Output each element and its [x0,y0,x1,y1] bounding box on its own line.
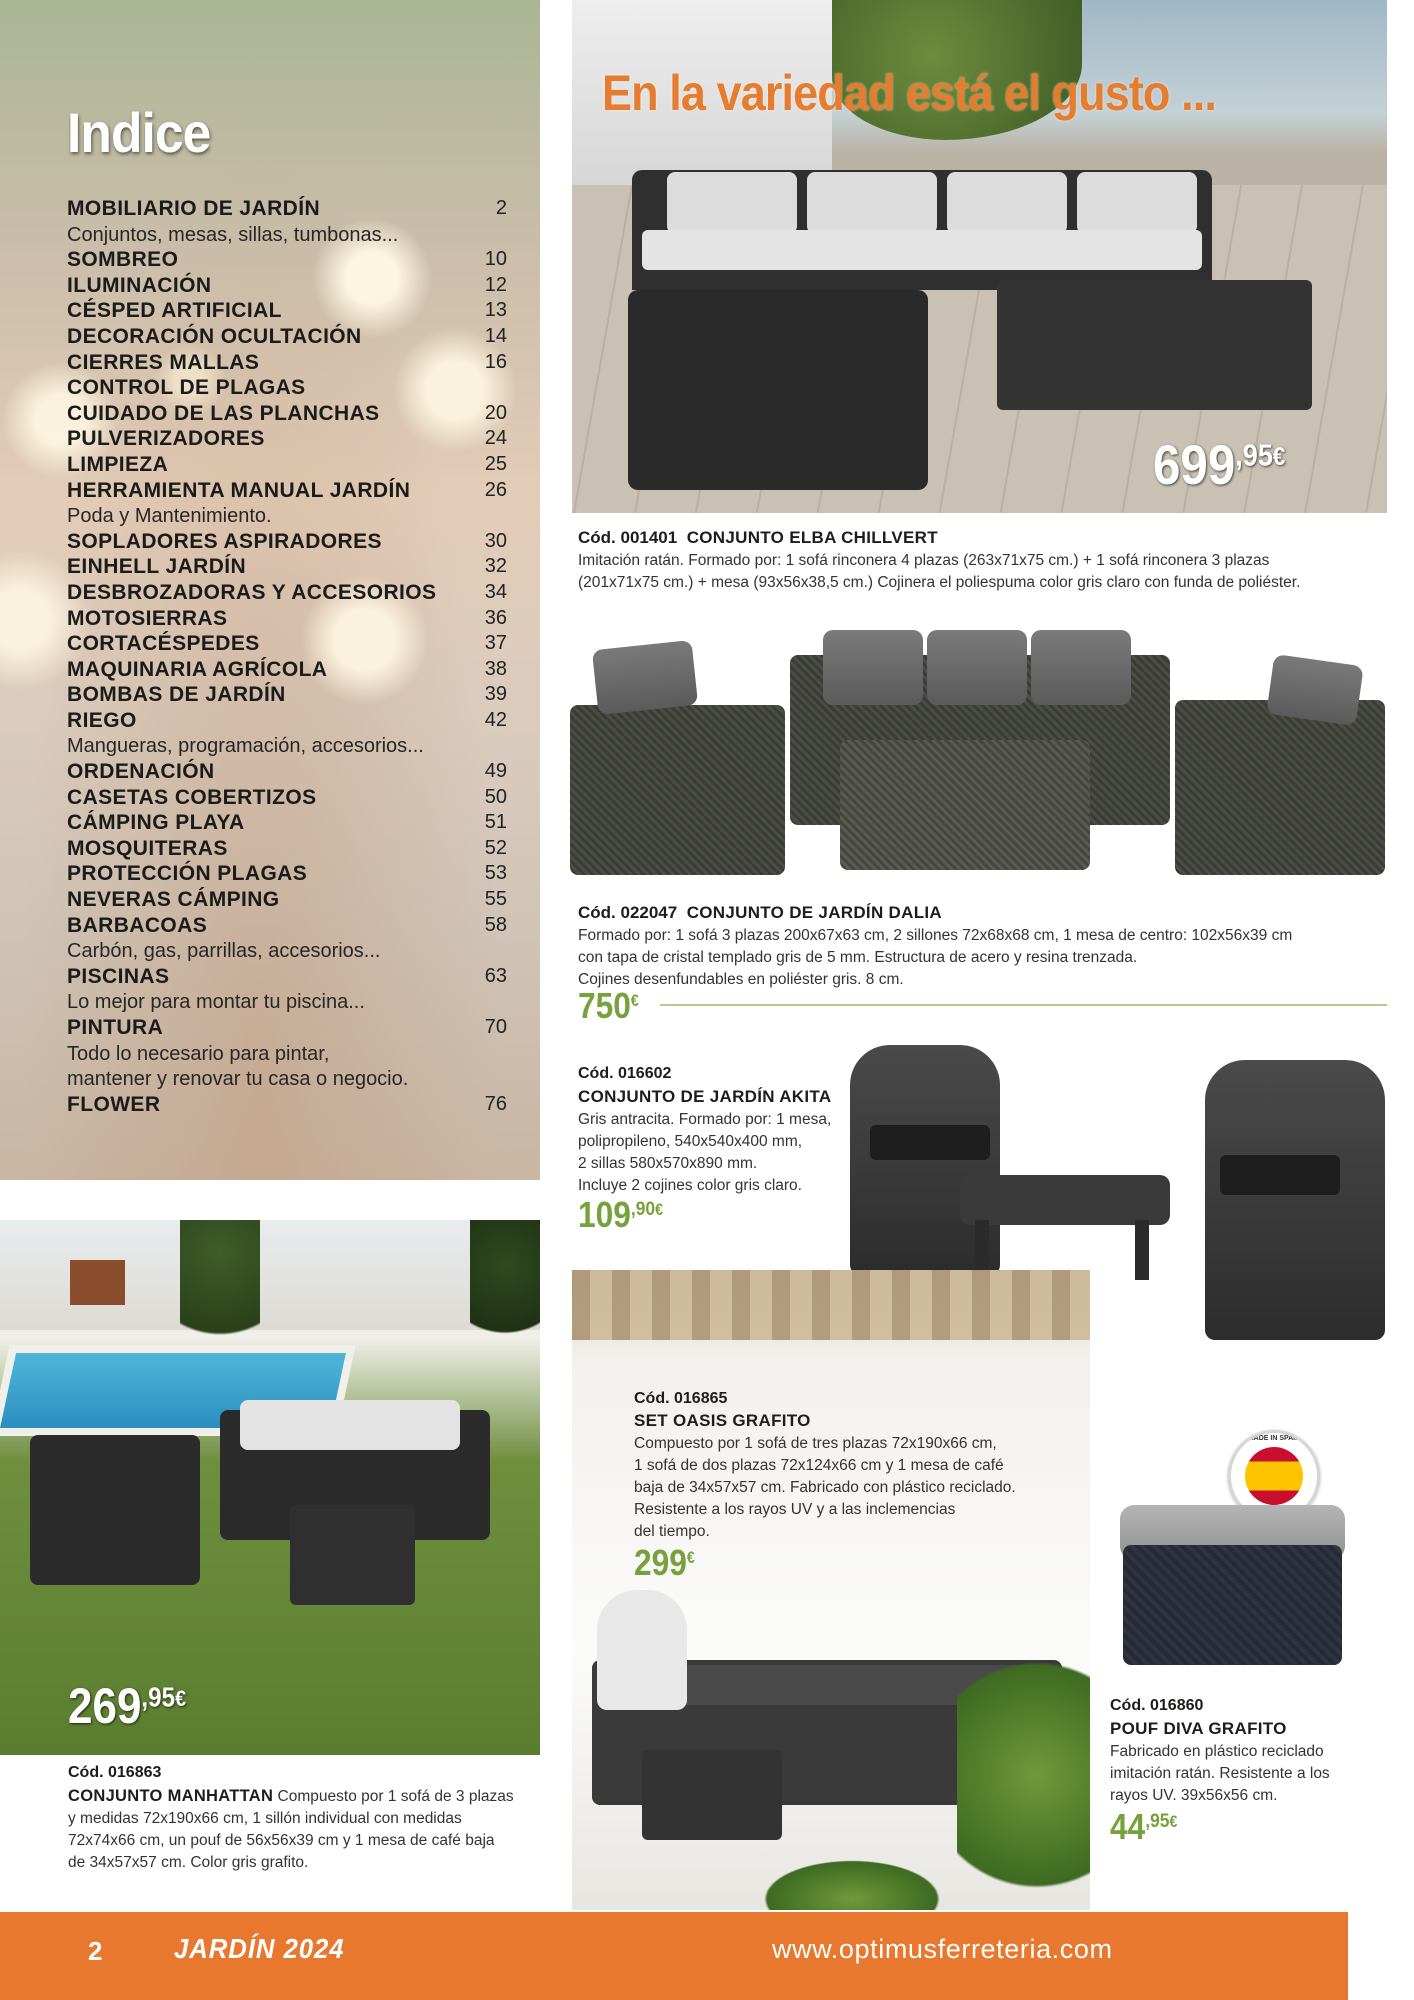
index-entry-page: 16 [484,350,507,373]
manhattan-tree [470,1220,540,1370]
index-list [67,196,507,1117]
page-number: 2 [88,1936,103,1966]
dalia-cushion [592,640,698,715]
index-entry-title: FLOWER [67,1092,161,1116]
dalia-description [578,925,1292,991]
dalia-cushion [1266,654,1363,726]
price-currency: € [655,1200,664,1219]
index-entry-title: BOMBAS DE JARDÍN [67,683,286,707]
manhattan-armchair [30,1435,200,1585]
pouf-desc-line: Fabricado en plástico reciclado [1110,1743,1324,1760]
akita-desc-line: polipropileno, 540x540x400 mm, [578,1133,803,1150]
index-entry [67,708,507,734]
index-entry-page: 26 [484,478,507,501]
index-entry-page: 49 [484,760,507,783]
elba-description [578,550,1300,594]
index-entry [67,785,507,811]
pouf-base [1123,1545,1342,1665]
pouf-desc-line: rayos UV. 39x56x56 cm. [1110,1787,1278,1804]
index-entry-page: 32 [484,555,507,578]
pouf-price [1110,1806,1177,1848]
manhattan-desc-line [68,1785,514,1808]
index-entry-page: 58 [484,913,507,936]
index-entry-title: Mangueras, programación, accesorios... [67,735,424,758]
index-entry [67,298,507,324]
index-entry-title: CASETAS COBERTIZOS [67,785,317,809]
index-entry [67,682,507,708]
hero-cushion [667,172,797,234]
index-entry-page: 42 [484,708,507,731]
akita-table-leg [1135,1220,1149,1280]
akita-name: CONJUNTO DE JARDÍN AKITA [578,1087,832,1106]
price-currency: € [175,1686,187,1712]
index-subtitle [67,1041,507,1067]
index-entry [67,759,507,785]
index-entry-title: CONTROL DE PLAGAS [67,376,306,400]
index-entry-title: MOTOSIERRAS [67,606,228,630]
index-entry-page: 50 [484,785,507,808]
hero-sofa-corner [628,290,928,490]
index-entry [67,606,507,632]
hero-cushion [947,172,1067,234]
index-entry [67,964,507,990]
price-currency: € [1272,443,1286,472]
index-entry-title: MOBILIARIO DE JARDÍN [67,197,321,220]
index-entry-title: PISCINAS [67,964,170,988]
dalia-armchair [570,705,785,875]
index-entry [67,1092,507,1118]
index-entry-page: 63 [484,964,507,987]
index-entry-title: HERRAMIENTA MANUAL JARDÍN [67,478,411,502]
index-entry-page: 13 [484,299,507,322]
akita-table-top [960,1175,1170,1225]
index-entry-page: 25 [484,452,507,475]
oasis-price [634,1542,695,1584]
badge-text: MADE IN SPAIN [1247,1435,1301,1442]
price-integer: 750 [578,985,631,1026]
manhattan-table [290,1505,415,1605]
index-subtitle [67,1066,507,1092]
dalia-name: CONJUNTO DE JARDÍN DALIA [686,903,942,922]
hero-coffee-table [997,280,1312,410]
index-entry-title: DECORACIÓN OCULTACIÓN [67,324,362,348]
manhattan-photo [0,1220,540,1755]
elba-code-line [578,528,938,548]
index-entry-title: CÁMPING PLAYA [67,811,245,835]
elba-code: Cód. 001401 [578,528,678,547]
index-entry-page: 38 [484,657,507,680]
index-subtitle [67,989,507,1015]
index-entry [67,196,507,222]
pouf-name: POUF DIVA GRAFITO [1110,1719,1287,1738]
index-entry-title: Lo mejor para montar tu piscina... [67,991,365,1014]
index-entry-title: RIEGO [67,708,137,732]
price-decimals: ,95 [1145,1810,1170,1833]
oasis-code: Cód. 016865 [634,1390,728,1407]
dalia-desc-line: con tapa de cristal templado gris de 5 mm. Estructura de acero y resina trenzada. [578,949,1138,966]
index-entry [67,401,507,427]
oasis-desc-line: baja de 34x57x57 cm. Fabricado con plástico reciclado. [634,1479,1016,1496]
index-entry [67,861,507,887]
index-entry-title: CORTACÉSPEDES [67,632,260,656]
dalia-desc-line: Formado por: 1 sofá 3 plazas 200x67x63 cm, 2 sillones 72x68x68 cm, 1 mesa de centro: 102x56x39 cm [578,927,1293,944]
index-entry-title: LIMPIEZA [67,452,169,476]
akita-chair [1205,1060,1385,1340]
oasis-name: SET OASIS GRAFITO [634,1411,811,1430]
dalia-cushion [823,630,923,705]
manhattan-name: CONJUNTO MANHATTAN [68,1787,274,1805]
spain-flag-icon [1245,1447,1303,1505]
index-entry-title: CUIDADO DE LAS PLANCHAS [67,401,380,425]
index-entry-page: 37 [484,632,507,655]
akita-price [578,1194,663,1236]
oasis-plant [957,1640,1090,1910]
manhattan-cushions [240,1400,460,1450]
hero-price [1153,432,1285,497]
pouf-description [1110,1741,1330,1807]
hero-cushion [807,172,937,234]
manhattan-desc-line: de 34x57x57 cm. Color gris grafito. [68,1854,309,1871]
index-entry-title: ORDENACIÓN [67,760,215,784]
index-entry [67,580,507,606]
index-entry-title: SOMBREO [67,248,179,272]
footer-website-link[interactable]: www.optimusferreteria.com [772,1934,1113,1964]
oasis-photo [572,1270,1090,1910]
manhattan-description [68,1785,514,1874]
index-entry [67,426,507,452]
index-entry-page: 14 [484,324,507,347]
akita-desc-line: Incluye 2 cojines color gris claro. [578,1177,802,1194]
pouf-photo [1115,1505,1350,1675]
price-decimals: ,95 [141,1681,176,1713]
index-entry-page: 52 [484,836,507,859]
index-entry-title: PINTURA [67,1016,164,1039]
index-entry-title: Carbón, gas, parrillas, accesorios... [67,940,381,963]
index-entry [67,836,507,862]
price-integer: 699 [1153,433,1236,496]
index-entry [67,887,507,913]
akita-chair-cushion [870,1125,990,1160]
index-entry-title: Conjuntos, mesas, sillas, tumbonas... [67,223,399,246]
price-integer: 109 [578,1194,631,1235]
price-currency: € [686,1548,695,1567]
price-integer: 44 [1110,1806,1146,1847]
index-entry [67,324,507,350]
price-currency: € [1169,1812,1178,1831]
index-entry-page: 51 [484,811,507,834]
oasis-plant [752,1855,952,1910]
manhattan-desc-line: y medidas 72x190x66 cm, 1 sillón individual con medidas [68,1810,462,1827]
dalia-cushion [927,630,1027,705]
index-entry-title: BARBACOAS [67,913,208,937]
index-entry [67,657,507,683]
index-entry [67,810,507,836]
index-entry [67,273,507,299]
index-subtitle [67,733,507,759]
index-entry [67,913,507,939]
index-entry-title: DESBROZADORAS Y ACCESORIOS [67,580,437,604]
price-integer: 299 [634,1542,687,1583]
manhattan-code: Cód. 016863 [68,1764,162,1781]
index-entry-title: PROTECCIÓN PLAGAS [67,862,308,886]
elba-desc-line: Imitación ratán. Formado por: 1 sofá rinconera 4 plazas (263x71x75 cm.) + 1 sofá rinconera 3 plazas [578,552,1270,569]
oasis-pergola [572,1270,1090,1340]
index-entry-title: Todo lo necesario para pintar, [67,1042,330,1065]
index-subtitle [67,222,507,248]
index-entry-title: EINHELL JARDÍN [67,555,247,579]
akita-code: Cód. 016602 [578,1065,672,1082]
index-entry-title: mantener y renovar tu casa o negocio. [67,1068,409,1091]
hero-sofa-seat [642,230,1202,270]
index-subtitle [67,503,507,529]
pouf-desc-line: imitación ratán. Resistente a los [1110,1765,1330,1782]
price-currency: € [630,991,639,1010]
manhattan-price [68,1677,186,1735]
index-entry-page: 39 [484,683,507,706]
akita-desc-line: 2 sillas 580x570x890 mm. [578,1155,758,1172]
index-entry-page: 55 [484,888,507,911]
oasis-desc-line: Resistente a los rayos UV y a las inclemencias [634,1501,956,1518]
index-entry-page: 53 [484,862,507,885]
index-entry [67,1015,507,1041]
oasis-desc-line: 1 sofá de dos plazas 72x124x66 cm y 1 mesa de café [634,1457,1004,1474]
akita-chair-cushion [1220,1155,1340,1195]
index-entry [67,375,507,401]
manhattan-desc-line: 72x74x66 cm, un pouf de 56x56x39 cm y 1 mesa de café baja [68,1832,495,1849]
hero-cushion [1077,172,1197,234]
index-entry-page: 76 [484,1092,507,1115]
oasis-coffee-table [642,1750,782,1840]
manhattan-desc-first: Compuesto por 1 sofá de 3 plazas [277,1788,514,1805]
index-entry-title: Poda y Mantenimiento. [67,505,272,528]
dalia-photo [565,620,1385,880]
hero-headline: En la variedad está el gusto ... [602,65,1216,121]
index-entry-title: ILUMINACIÓN [67,273,212,297]
dalia-price [578,985,639,1027]
dalia-coffee-table [840,740,1090,870]
index-entry-title: MAQUINARIA AGRÍCOLA [67,657,328,681]
elba-name: CONJUNTO ELBA CHILLVERT [686,528,938,547]
oasis-person [597,1590,687,1710]
index-entry-title: MOSQUITERAS [67,836,228,860]
index-entry-page: 30 [484,529,507,552]
dalia-desc-line: Cojines desenfundables en poliéster gris. 8 cm. [578,971,904,988]
index-entry-page: 10 [484,248,507,271]
manhattan-window [70,1260,125,1305]
index-entry [67,478,507,504]
index-entry-page: 34 [484,580,507,603]
index-subtitle [67,938,507,964]
oasis-desc-line: Compuesto por 1 sofá de tres plazas 72x190x66 cm, [634,1435,997,1452]
pouf-code: Cód. 016860 [1110,1697,1204,1714]
index-entry-title: NEVERAS CÁMPING [67,888,280,912]
akita-desc-line: Gris antracita. Formado por: 1 mesa, [578,1111,832,1128]
index-entry-page: 12 [484,273,507,296]
index-entry [67,247,507,273]
divider-line [660,1004,1387,1006]
index-panel [0,0,540,1180]
index-entry-title: CÉSPED ARTIFICIAL [67,299,282,323]
dalia-cushion [1031,630,1131,705]
akita-description [578,1109,831,1197]
dalia-code-line [578,903,942,923]
footer-section-title: JARDÍN 2024 [174,1933,345,1964]
dalia-code: Cód. 022047 [578,903,678,922]
oasis-desc-line: del tiempo. [634,1523,710,1540]
index-entry-page: 2 [495,197,507,219]
oasis-description [634,1433,1016,1543]
index-entry-page: 20 [484,401,507,424]
index-entry-title: PULVERIZADORES [67,427,265,451]
index-entry [67,452,507,478]
dalia-armchair [1175,700,1385,875]
price-decimals: ,90 [630,1198,656,1221]
index-entry [67,529,507,555]
index-entry-title: SOPLADORES ASPIRADORES [67,529,382,553]
index-entry-page: 70 [484,1016,507,1038]
index-title: Indice [67,101,211,164]
price-decimals: ,95 [1235,437,1273,473]
index-entry [67,631,507,657]
index-entry-page: 24 [484,427,507,450]
index-entry [67,350,507,376]
index-entry-page: 36 [484,606,507,629]
elba-desc-line: (201x71x75 cm.) + mesa (93x56x38,5 cm.) Cojinera el poliespuma color gris claro con funda de poliéster. [578,574,1301,591]
price-integer: 269 [68,1678,142,1734]
index-entry [67,554,507,580]
index-entry-title: CIERRES MALLAS [67,350,260,374]
